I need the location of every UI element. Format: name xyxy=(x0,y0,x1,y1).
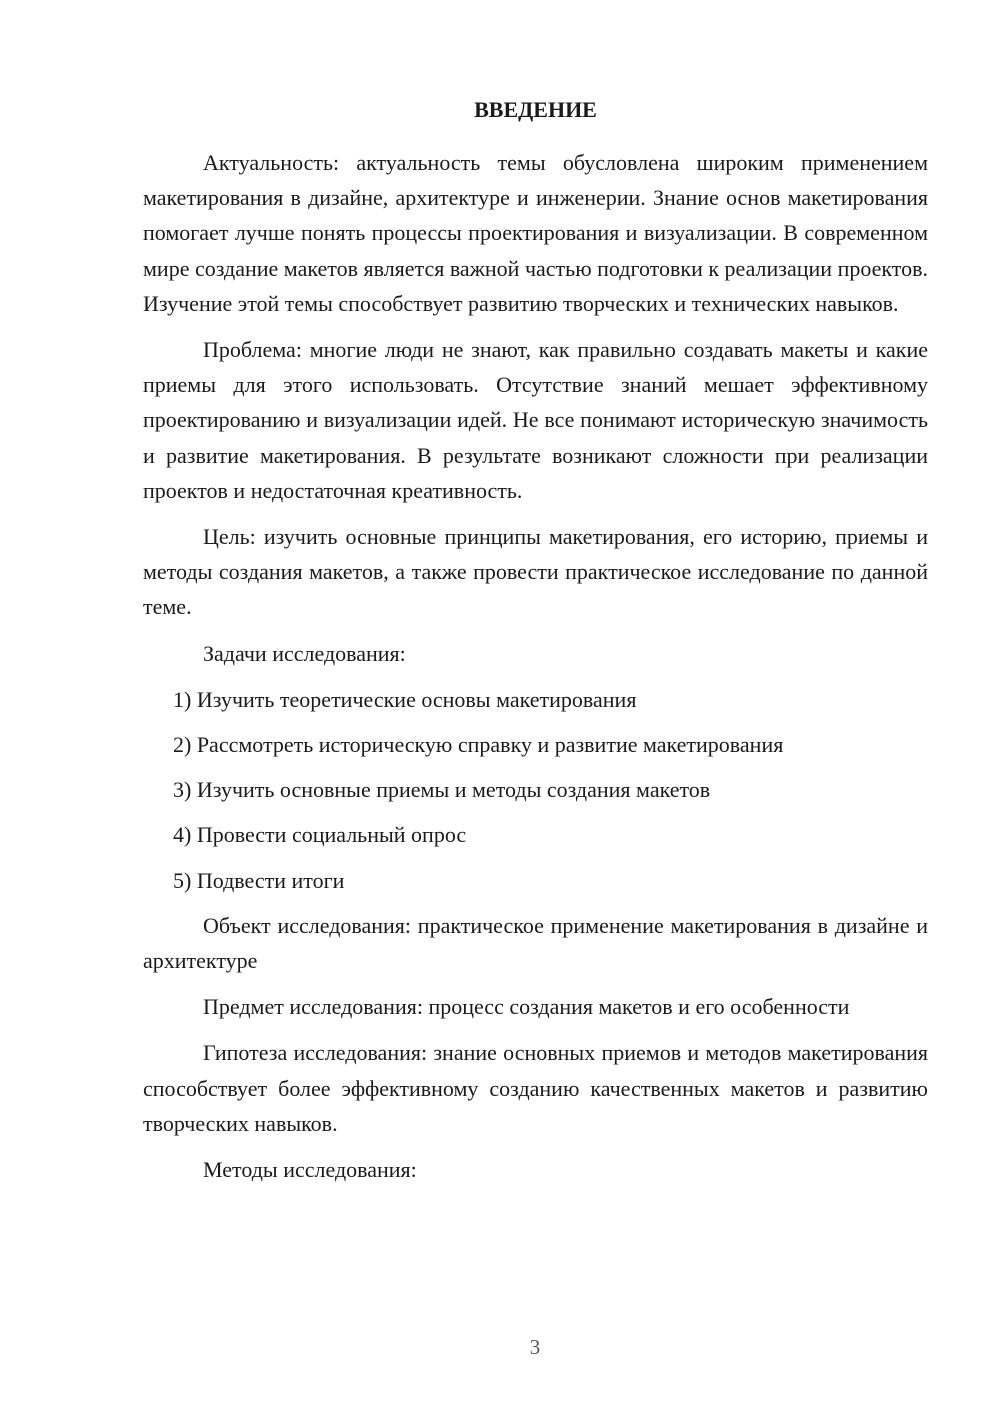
list-item: 5) Подвести итоги xyxy=(173,867,345,893)
section-heading: ВВЕДЕНИЕ xyxy=(474,97,597,122)
paragraph-methods-label: Методы исследования: xyxy=(203,1157,417,1183)
tasks-list xyxy=(143,682,928,898)
list-item: 3) Изучить основные приемы и методы создания макетов xyxy=(173,777,711,803)
paragraph-subject: Предмет исследования: процесс создания макетов и его особенности xyxy=(203,994,850,1020)
paragraph-tasks-label: Задачи исследования: xyxy=(203,640,406,666)
list-item: 1) Изучить теоретические основы макетирования xyxy=(173,686,637,712)
paragraph-relevance: Актуальность: актуальность темы обусловлена широким применением макетирования в дизайне, архитектуре и инженерии. Знание основ макетирования помогает лучше понять процессы проектирования и визуализации. В современном мире создание макетов является важной частью подготовки к реализации проектов. Изучение этой темы способствует развитию творческих и технических навыков. xyxy=(143,150,928,316)
paragraph-object: Объект исследования: практическое применение макетирования в дизайне и архитектуре xyxy=(143,912,928,974)
list-item: 2) Рассмотреть историческую справку и развитие макетирования xyxy=(173,732,784,758)
paragraph-hypothesis: Гипотеза исследования: знание основных приемов и методов макетирования способствует более эффективному созданию качественных макетов и развитию творческих навыков. xyxy=(143,1040,928,1136)
list-item: 4) Провести социальный опрос xyxy=(173,822,467,848)
paragraph-goal: Цель: изучить основные принципы макетирования, его историю, приемы и методы создания макетов, а также провести практическое исследование по данной теме. xyxy=(143,524,928,620)
page-content xyxy=(143,92,928,1187)
page-number: 3 xyxy=(529,1335,541,1359)
paragraph-problem: Проблема: многие люди не знают, как правильно создавать макеты и какие приемы для этого использовать. Отсутствие знаний мешает эффективному проектированию и визуализации идей. Не все понимают историческую значимость и развитие макетирования. В результате возникают сложности при реализации проектов и недостаточная креативность. xyxy=(143,337,928,503)
